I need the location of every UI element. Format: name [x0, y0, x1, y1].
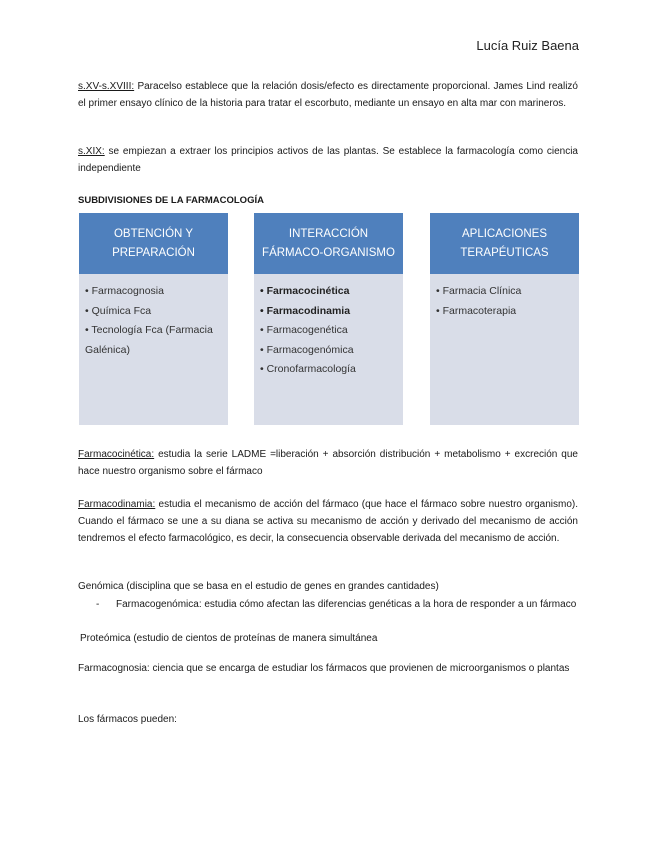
column-item: • Tecnología Fca (Farmacia Galénica)	[85, 324, 213, 356]
column-title: OBTENCIÓN Y PREPARACIÓN	[79, 213, 228, 274]
column-aplicaciones	[430, 213, 579, 425]
term-label: Farmacocinética:	[78, 449, 155, 460]
definition-farmacocinetica	[78, 446, 578, 480]
genomica-line: Genómica (disciplina que se basa en el estudio de genes en grandes cantidades)	[78, 581, 439, 592]
author-name: Lucía Ruiz Baena	[476, 38, 579, 53]
term-label: Farmacodinamia:	[78, 499, 156, 510]
farmacogenomica-text: Farmacogenómica: estudia cómo afectan las diferencias genéticas a la hora de responder a un fármaco	[116, 599, 577, 610]
definition-text: estudia la serie LADME =liberación + absorción distribución + metabolismo + excreción que hace nuestro organismo sobre el fármaco	[78, 449, 578, 477]
column-item: • Farmacognosia	[85, 285, 164, 297]
farmacos-pueden-line: Los fármacos pueden:	[78, 714, 177, 725]
column-item: • Química Fca	[85, 304, 152, 317]
column-title: INTERACCIÓN FÁRMACO-ORGANISMO	[254, 213, 403, 274]
century-label: s.XIX:	[78, 146, 105, 157]
dash-bullet: -	[96, 599, 100, 610]
definition-farmacodinamia	[78, 496, 578, 547]
column-item: • Farmacocinética	[260, 285, 350, 297]
paragraph-text: Paracelso establece que la relación dosis/efecto es directamente proporcional. James Lind realizó el primer ensayo clínico de la historia para tratar el escorbuto, mediante un ensayo en alta mar con marineros.	[78, 81, 578, 109]
column-interaccion	[254, 213, 403, 425]
column-item: • Farmacia Clínica	[436, 285, 522, 297]
paragraph-text: se empiezan a extraer los principios activos de las plantas. Se establece la farmacología como ciencia independiente	[78, 146, 578, 174]
column-item: • Farmacoterapia	[436, 304, 517, 317]
subdivisions-heading: SUBDIVISIONES DE LA FARMACOLOGÍA	[78, 195, 264, 206]
column-title: APLICACIONES TERAPÉUTICAS	[430, 213, 579, 274]
definition-text: estudia el mecanismo de acción del fármaco (que hace el fármaco sobre nuestro organismo). Cuando el fármaco se une a su diana se activa su mecanismo de acción y derivado del mecanismo de acción tendremos el efecto farmacológico, es decir, la consecuencia observable derivada del mecanismo de acción.	[78, 499, 578, 544]
column-item: • Cronofarmacología	[260, 363, 356, 375]
column-item: • Farmacogenética	[260, 324, 348, 336]
farmacogenomica-item	[96, 596, 578, 613]
column-item: • Farmacodinamia	[260, 304, 351, 317]
paragraph-xix	[78, 143, 578, 177]
farmacognosia-definition: Farmacognosia: ciencia que se encarga de estudiar los fármacos que provienen de microorganismos o plantas	[78, 663, 570, 674]
paragraph-xv-xviii	[78, 78, 578, 112]
proteomica-line: Proteómica (estudio de cientos de proteínas de manera simultánea	[80, 633, 378, 644]
century-label: s.XV-s.XVIII:	[78, 81, 135, 92]
column-item: • Farmacogenómica	[260, 343, 354, 356]
column-obtencion	[79, 213, 228, 425]
subdivisions-diagram	[79, 213, 579, 425]
